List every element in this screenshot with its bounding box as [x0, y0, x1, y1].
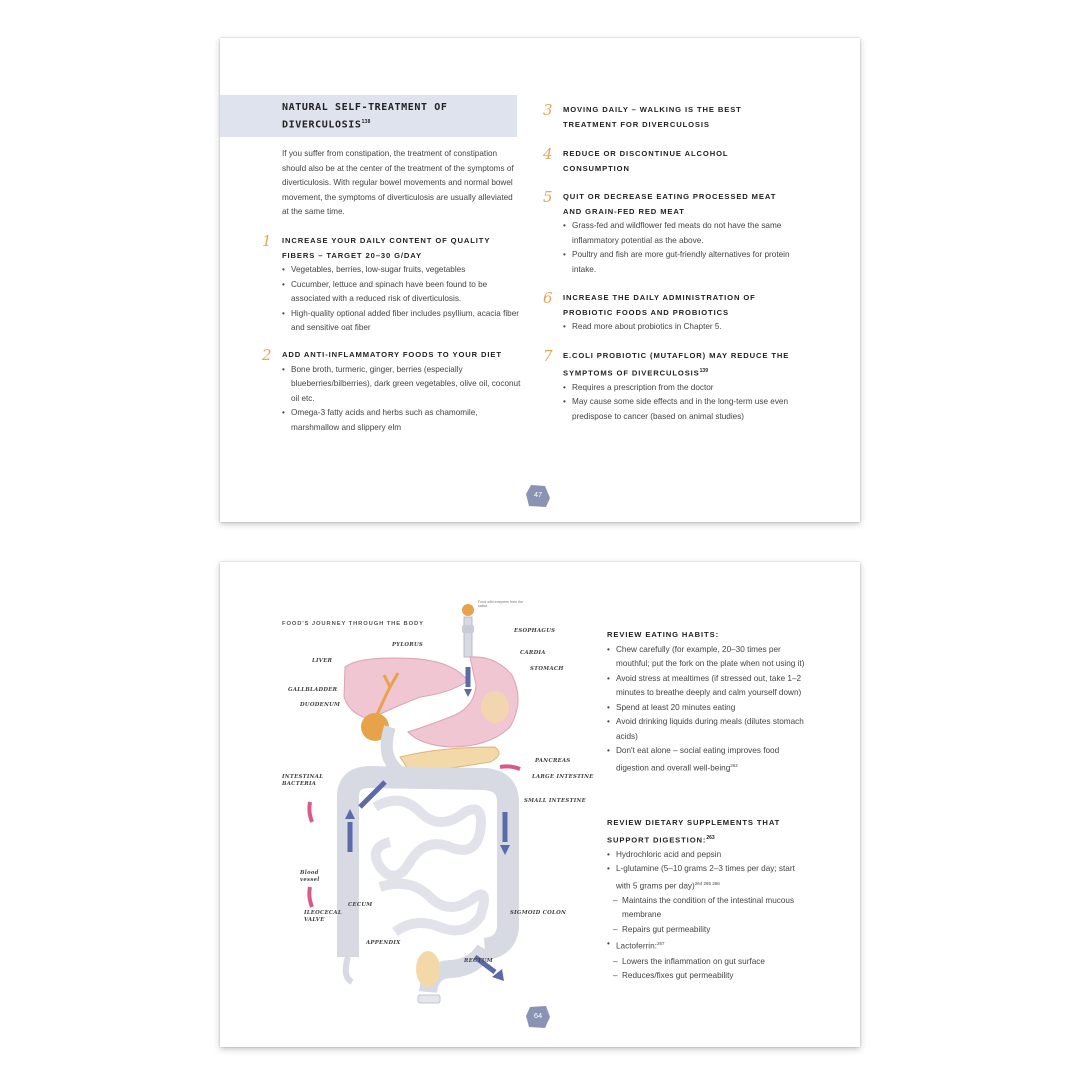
- item-heading: MOVING DAILY – WALKING IS THE BEST TREATMENT FOR DIVERCULOSIS: [563, 105, 742, 129]
- list-item: [543, 101, 778, 132]
- bullet: • Requires a prescription from the doctor: [563, 381, 798, 396]
- toilet-shape: [418, 995, 440, 1003]
- page-64: [220, 562, 860, 1047]
- food-bolus: [462, 604, 474, 616]
- bullet: • Vegetables, berries, low-sugar fruits, vegetables: [282, 263, 522, 278]
- item-heading: QUIT OR DECREASE EATING PROCESSED MEAT AND GRAIN-FED RED MEAT: [563, 192, 777, 216]
- bullet: • Grass-fed and wildflower fed meats do not have the same inflammatory potential as the above.: [563, 219, 798, 248]
- item-number: 4: [543, 145, 553, 163]
- bullet: • Hydrochloric acid and pepsin: [607, 848, 807, 863]
- sub-bullet: – Lowers the inflammation on gut surface: [607, 955, 807, 970]
- bullet: • Spend at least 20 minutes eating: [607, 701, 807, 716]
- bullet: • Chew carefully (for example, 20–30 times per mouthful; put the fork on the plate when not using it): [607, 643, 807, 672]
- liver-shape: [344, 658, 468, 719]
- label-small-intestine: SMALL INTESTINE: [524, 798, 587, 804]
- label-large-intestine: LARGE INTESTINE: [532, 774, 594, 780]
- esophagus-ring: [462, 625, 474, 633]
- label-intestinal-bacteria: INTESTINAL BACTERIA: [282, 774, 324, 787]
- appendix-shape: [346, 957, 352, 982]
- list-item: [543, 188, 798, 277]
- list-item: [543, 347, 798, 424]
- label-appendix: APPENDIX: [366, 940, 401, 946]
- diagram-title: FOOD'S JOURNEY THROUGH THE BODY: [282, 621, 424, 627]
- item-number: 3: [543, 101, 553, 119]
- item-number: 1: [262, 232, 272, 250]
- page-number: 47: [533, 490, 543, 499]
- label-sigmoid-colon: SIGMOID COLON: [510, 910, 567, 916]
- label-ileocecal-valve: ILEOCECAL VALVE: [304, 910, 342, 923]
- item-heading: E.COLI PROBIOTIC (MUTAFLOR) MAY REDUCE THE SYMPTOMS OF DIVERCULOSIS$^{139}$: [563, 351, 790, 378]
- section-title: NATURAL SELF-TREATMENT OF DIVERCULOSIS$^{138}$: [282, 102, 448, 131]
- label-gallbladder: GALLBLADDER: [288, 687, 338, 693]
- bullet: • May cause some side effects and in the long-term use even predispose to cancer (based on animal studies): [563, 395, 798, 424]
- list-item: [543, 289, 798, 335]
- item-heading: ADD ANTI-INFLAMMATORY FOODS TO YOUR DIET: [282, 350, 502, 359]
- page-47: [220, 38, 860, 522]
- item-heading: REDUCE OR DISCONTINUE ALCOHOL CONSUMPTION: [563, 149, 729, 173]
- sub-bullet: – Repairs gut permeability: [607, 923, 807, 938]
- item-heading: INCREASE THE DAILY ADMINISTRATION OF PROBIOTIC FOODS AND PROBIOTICS: [563, 293, 756, 317]
- section-heading: REVIEW DIETARY SUPPLEMENTS THAT SUPPORT DIGESTION:$^{263}$: [607, 818, 781, 845]
- rectum-shape: [416, 951, 440, 987]
- item-heading: INCREASE YOUR DAILY CONTENT OF QUALITY FIBERS – TARGET 20–30 G/DAY: [282, 236, 491, 260]
- page-number-tab: [525, 1005, 551, 1029]
- esophagus-shape: [464, 617, 472, 657]
- list-item: [543, 145, 778, 176]
- bullet: • Bone broth, turmeric, ginger, berries (especially blueberries/bilberries), dark green vegetables, olive oil, coconut oil etc.: [282, 363, 522, 407]
- supplements-section: [607, 816, 807, 984]
- section-heading: REVIEW EATING HABITS:: [607, 630, 719, 639]
- small-intestine-shape: [375, 801, 484, 932]
- bullet: • Avoid drinking liquids during meals (dilutes stomach acids): [607, 715, 807, 744]
- bullet: • L-glutamine (5–10 grams 2–3 times per day; start with 5 grams per day)$^{264 265 266}$: [607, 862, 807, 894]
- review-eating-section: [607, 628, 807, 776]
- bullet: • Cucumber, lettuce and spinach have been found to be associated with a reduced risk of diverticulosis.: [282, 278, 522, 307]
- list-item: [262, 346, 522, 435]
- bullet: • Avoid stress at mealtimes (if stressed out, take 1–2 minutes to breathe deeply and calm yourself down): [607, 672, 807, 701]
- label-pylorus: PYLORUS: [392, 642, 424, 648]
- list-item: [262, 232, 522, 336]
- sub-bullet: – Reduces/fixes gut permeability: [607, 969, 807, 984]
- bullet: • Omega-3 fatty acids and herbs such as chamomile, marshmallow and slippery elm: [282, 406, 522, 435]
- bullet: • Lactoferrin:$^{267}$: [607, 937, 807, 954]
- label-stomach: STOMACH: [530, 666, 564, 672]
- label-pancreas: PANCREAS: [535, 758, 571, 764]
- item-number: 5: [543, 188, 553, 206]
- sub-bullet: – Maintains the condition of the intestinal mucous membrane: [607, 894, 807, 923]
- bullet: • Read more about probiotics in Chapter 5.: [563, 320, 798, 335]
- intro-paragraph: If you suffer from constipation, the treatment of constipation should also be at the center of the treatment of the symptoms of diverticulosis. With regular bowel movements and normal bowel movement, the symptoms of diverticulosis are usually alleviated at the same time.: [282, 149, 514, 216]
- item-number: 7: [543, 347, 553, 365]
- label-cecum: CECUM: [348, 902, 373, 908]
- label-food: Food with enzymes from the saliva: [478, 600, 524, 609]
- page-number-tab: [525, 484, 551, 508]
- label-duodenum: DUODENUM: [300, 702, 341, 708]
- page-number: 64: [533, 1011, 543, 1020]
- bullet: • Don't eat alone – social eating improves food digestion and overall well-being$^{262}$: [607, 744, 807, 776]
- label-cardia: CARDIA: [520, 650, 546, 656]
- bullet: • High-quality optional added fiber includes psyllium, acacia fiber and sensitive oat fiber: [282, 307, 522, 336]
- label-liver: LIVER: [312, 658, 333, 664]
- bullet: • Poultry and fish are more gut-friendly alternatives for protein intake.: [563, 248, 798, 277]
- item-number: 2: [262, 346, 272, 364]
- large-intestine-shape: [348, 777, 508, 957]
- label-esophagus: ESOPHAGUS: [514, 628, 556, 634]
- item-number: 6: [543, 289, 553, 307]
- label-rectum: RECTUM: [464, 958, 493, 964]
- stomach-content: [481, 691, 509, 723]
- label-blood-vessel: Blood vessel: [300, 870, 320, 883]
